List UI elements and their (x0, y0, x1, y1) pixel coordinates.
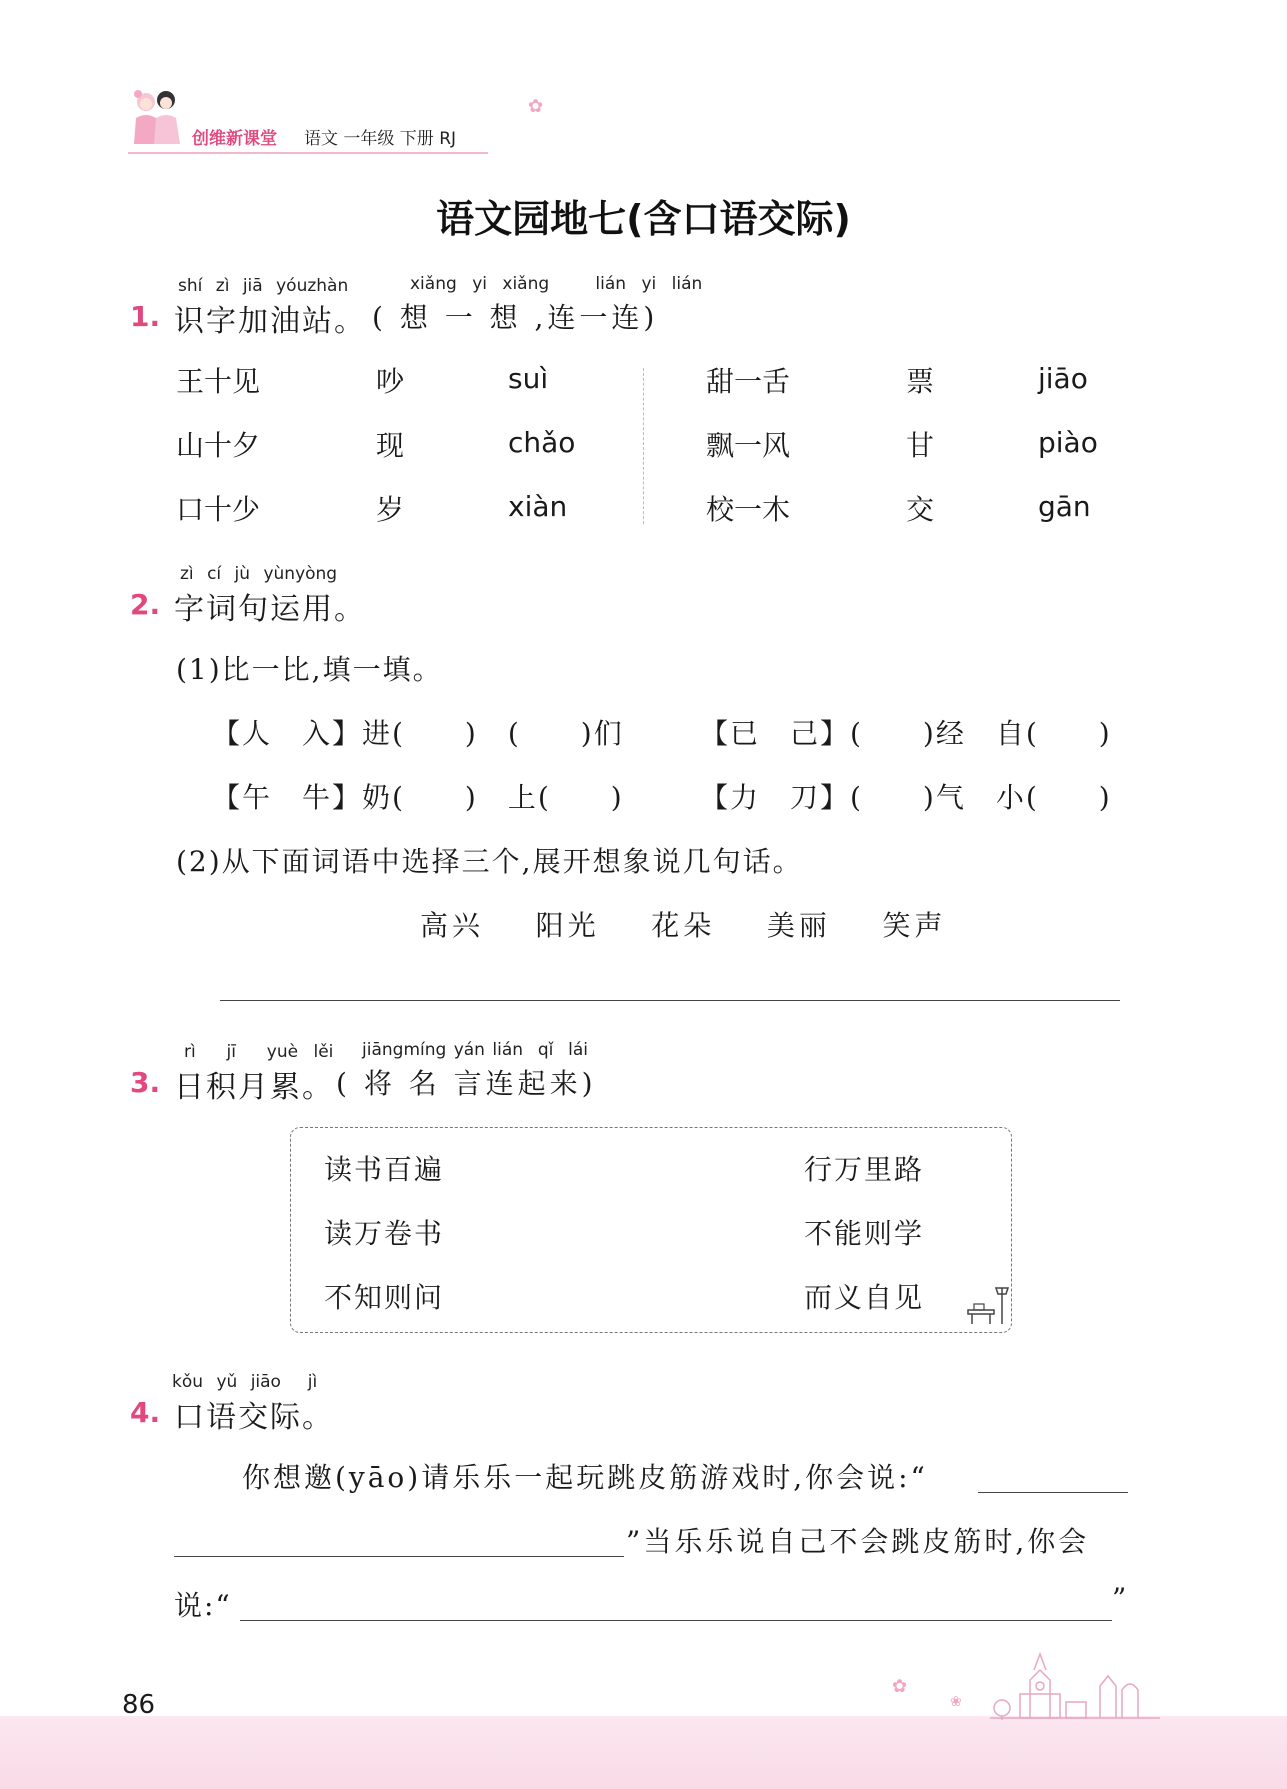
footer-band (0, 1716, 1287, 1789)
q1-right-expr-3: 校一木 (706, 493, 791, 526)
q4-line1: 你想邀(yāo)请乐乐一起玩跳皮筋游戏时,你会说:“ (242, 1461, 928, 1494)
q4-line3-start: 说:“ (174, 1589, 232, 1622)
header-subject: 语文 一年级 下册 RJ (304, 129, 457, 149)
cartoon-kids-logo-icon (128, 88, 188, 152)
q2-row2-right: 【力 刀】( )气 小( ) (700, 781, 1112, 814)
page-number: 86 (122, 1690, 156, 1720)
q1-right-char-3: 交 (906, 493, 935, 526)
q1-number: 1. (130, 300, 161, 333)
q1-title-pinyin: shí zì jiā yóuzhàn (178, 276, 349, 296)
flower-icon: ✿ (892, 1676, 908, 1697)
q2-answer-line[interactable] (220, 1000, 1120, 1001)
q4-line2: ”当乐乐说自己不会跳皮筋时,你会 (626, 1525, 1090, 1558)
q3-number: 3. (130, 1066, 161, 1099)
q1-left-char-3: 岁 (376, 493, 405, 526)
q2-title: 字词句运用。 (174, 592, 366, 627)
q4-number: 4. (130, 1396, 161, 1429)
q1-left-expr-1: 王十见 (176, 365, 261, 398)
q1-right-expr-2: 飘一风 (706, 429, 791, 462)
q1-right-char-2: 甘 (906, 429, 935, 462)
word-3: 花朵 (651, 909, 716, 942)
q3-left-1[interactable]: 读书百遍 (324, 1153, 445, 1186)
word-4: 美丽 (766, 909, 831, 942)
q1-left-char-2: 现 (376, 429, 405, 462)
q1-right-pinyin-1: jiāo (1038, 362, 1088, 395)
q2-sub2: (2)从下面词语中选择三个,展开想象说几句话。 (176, 845, 803, 878)
q2-row1-right: 【已 己】( )经 自( ) (700, 717, 1112, 750)
q1-paren-pinyin: xiǎng yi xiǎng lián yi lián (410, 274, 703, 294)
q1-instruction: ( 想 一 想 ,连一连) (372, 301, 659, 334)
word-1: 高兴 (420, 909, 485, 942)
q1-left-pinyin-1: suì (508, 362, 549, 395)
flower-icon: ✿ (528, 96, 544, 117)
q1-left-char-1: 吵 (376, 365, 405, 398)
q1-left-expr-3: 口十少 (176, 493, 261, 526)
q4-title: 口语交际。 (174, 1400, 334, 1435)
q4-line3-end: ” (1112, 1582, 1129, 1615)
q4-answer-line-2[interactable] (174, 1556, 624, 1557)
q2-sub1: (1)比一比,填一填。 (176, 653, 443, 686)
q1-right-char-1: 票 (906, 365, 935, 398)
q1-divider (643, 368, 644, 524)
castle-houses-icon (990, 1650, 1160, 1720)
q1-left-pinyin-3: xiàn (508, 490, 568, 523)
q3-left-3[interactable]: 不知则问 (324, 1281, 445, 1314)
header-brand: 创维新课堂 (192, 129, 277, 149)
q2-row2-left: 【午 牛】奶( ) 上( ) (212, 781, 624, 814)
page-title: 语文园地七(含口语交际) (436, 197, 851, 241)
flower-icon: ❀ (950, 1694, 962, 1710)
q1-right-expr-1: 甜一舌 (706, 365, 791, 398)
q2-number: 2. (130, 588, 161, 621)
q4-answer-line-3[interactable] (240, 1620, 1112, 1621)
q3-title: 日积月累。 (174, 1070, 334, 1105)
header-divider (128, 152, 488, 154)
q3-instruction: ( 将 名 言连起来) (336, 1067, 597, 1100)
q3-right-2[interactable]: 不能则学 (804, 1217, 925, 1250)
q3-paren-pinyin: jiāngmíng yán lián qǐ lái (362, 1040, 589, 1060)
q3-left-2[interactable]: 读万卷书 (324, 1217, 445, 1250)
q2-row1-left: 【人 入】进( ) ( )们 (212, 717, 624, 750)
q3-right-1[interactable]: 行万里路 (804, 1153, 925, 1186)
q2-word-bank (420, 904, 947, 944)
word-5: 笑声 (882, 909, 947, 942)
desk-lamp-icon (964, 1280, 1012, 1328)
q2-title-pinyin: zì cí jù yùnyòng (180, 564, 338, 584)
q1-right-pinyin-2: piào (1038, 426, 1098, 459)
q3-title-pinyin: rì jī yuè lěi (184, 1042, 334, 1062)
q1-title: 识字加油站。 (174, 304, 366, 339)
q4-title-pinyin: kǒu yǔ jiāo jì (172, 1372, 318, 1392)
q1-left-expr-2: 山十夕 (176, 429, 261, 462)
q1-left-pinyin-2: chǎo (508, 426, 576, 459)
q1-right-pinyin-3: gān (1038, 490, 1091, 523)
q4-answer-line-1[interactable] (978, 1492, 1128, 1493)
word-2: 阳光 (535, 909, 600, 942)
q3-right-3[interactable]: 而义自见 (804, 1281, 925, 1314)
